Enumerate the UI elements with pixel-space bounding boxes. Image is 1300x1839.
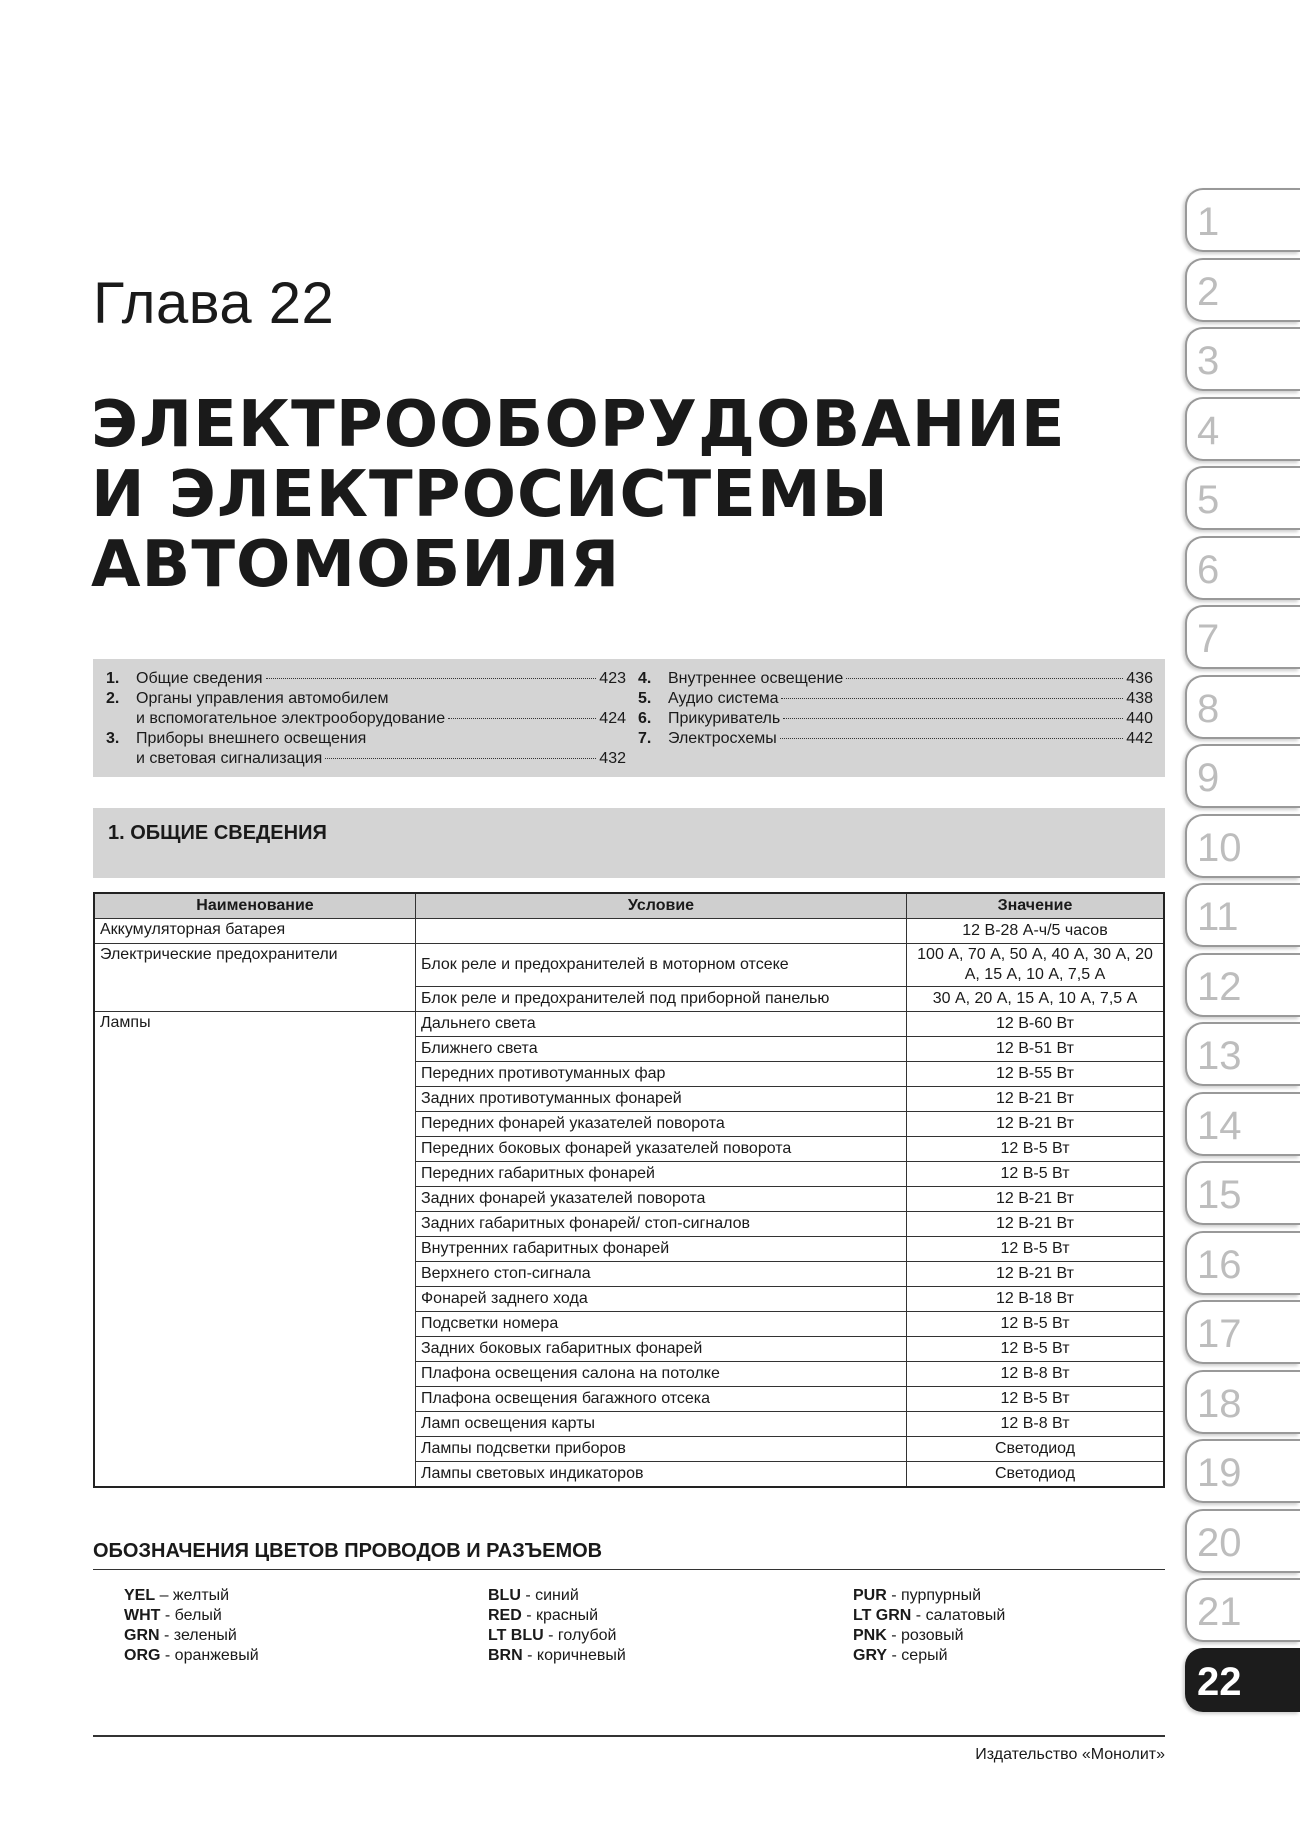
wire-color-separator: - xyxy=(886,1587,901,1604)
wire-colors-column xyxy=(488,1586,626,1666)
toc-leader-dots xyxy=(325,758,596,759)
wire-color-code: BRN xyxy=(488,1647,523,1664)
row-condition: Ламп освещения карты xyxy=(416,1412,907,1437)
toc-item-body xyxy=(668,729,1153,749)
wire-color-item xyxy=(124,1626,259,1646)
row-condition: Передних боковых фонарей указателей поворота xyxy=(416,1137,907,1162)
row-condition: Лампы световых индикаторов xyxy=(416,1462,907,1488)
wire-color-separator: - xyxy=(911,1607,926,1624)
table-body xyxy=(94,919,1164,1488)
wire-color-separator: - xyxy=(887,1647,902,1664)
toc-column-right xyxy=(638,669,1153,749)
row-condition: Блок реле и предохранителей в моторном отсеке xyxy=(416,944,907,987)
row-value: 12 В-5 Вт xyxy=(907,1312,1165,1337)
footer-publisher: Издательство «Монолит» xyxy=(975,1746,1165,1763)
row-condition: Ближнего света xyxy=(416,1037,907,1062)
row-value: 12 В-21 Вт xyxy=(907,1262,1165,1287)
toc-item[interactable] xyxy=(106,669,626,689)
toc-item-body xyxy=(136,669,626,689)
row-condition: Дальнего света xyxy=(416,1012,907,1037)
row-value: 12 В-18 Вт xyxy=(907,1287,1165,1312)
wire-colors-column xyxy=(124,1586,259,1666)
row-value: 12 В-8 Вт xyxy=(907,1362,1165,1387)
toc-item-number: 1. xyxy=(106,670,120,687)
wire-color-name: коричневый xyxy=(536,1647,626,1664)
row-value: 100 А, 70 А, 50 А, 40 А, 30 А, 20 А, 15 А, 10 А, 7,5 А xyxy=(907,944,1165,987)
row-value: 12 В-5 Вт xyxy=(907,1137,1165,1162)
spec-table xyxy=(93,892,1165,1488)
chapter-tab-8[interactable]: 8 xyxy=(1185,675,1300,739)
row-condition: Задних фонарей указателей поворота xyxy=(416,1187,907,1212)
row-condition: Блок реле и предохранителей под приборной панелью xyxy=(416,987,907,1012)
chapter-title-line: ЭЛЕКТРООБОРУДОВАНИЕ xyxy=(91,388,1066,462)
toc-item-line xyxy=(136,749,626,769)
toc-leader-dots xyxy=(448,718,596,719)
header-condition: Условие xyxy=(416,893,907,919)
wire-color-code: ORG xyxy=(124,1647,161,1664)
toc-item-title: Приборы внешнего освещения xyxy=(136,730,367,747)
wire-color-separator: – xyxy=(155,1587,173,1604)
toc-item-number: 5. xyxy=(638,690,652,707)
toc-item[interactable] xyxy=(638,709,1153,729)
table-row xyxy=(94,919,1164,944)
toc-item-line xyxy=(136,729,626,749)
row-value: 12 В-55 Вт xyxy=(907,1062,1165,1087)
toc-item-title: Общие сведения xyxy=(136,670,263,687)
wire-color-name: розовый xyxy=(901,1627,964,1644)
toc-item-line xyxy=(136,689,626,709)
row-value: 12 В-60 Вт xyxy=(907,1012,1165,1037)
toc-item-title: и световая сигнализация xyxy=(136,750,323,767)
chapter-tab-6[interactable]: 6 xyxy=(1185,536,1300,600)
row-condition: Задних боковых габаритных фонарей xyxy=(416,1337,907,1362)
row-value: 12 В-21 Вт xyxy=(907,1212,1165,1237)
row-value: 12 В-5 Вт xyxy=(907,1387,1165,1412)
toc-item-title: Электросхемы xyxy=(668,730,777,747)
chapter-title xyxy=(91,388,1066,602)
toc-item-body xyxy=(668,669,1153,689)
wire-color-code: RED xyxy=(488,1607,522,1624)
table-row xyxy=(94,1012,1164,1037)
section-header xyxy=(93,808,1165,878)
toc-item[interactable] xyxy=(638,669,1153,689)
chapter-title-line: И ЭЛЕКТРОСИСТЕМЫ xyxy=(91,458,889,532)
toc-column-left xyxy=(106,669,626,769)
row-value: 12 В-5 Вт xyxy=(907,1337,1165,1362)
row-name: Лампы xyxy=(94,1012,416,1488)
row-value: 30 А, 20 А, 15 А, 10 А, 7,5 А xyxy=(907,987,1165,1012)
toc-item-title: и вспомогательное электрооборудование xyxy=(136,710,446,727)
row-condition: Плафона освещения салона на потолке xyxy=(416,1362,907,1387)
wire-color-item xyxy=(853,1626,1005,1646)
toc-item[interactable] xyxy=(638,689,1153,709)
wire-color-separator: - xyxy=(522,1647,537,1664)
row-name: Аккумуляторная батарея xyxy=(94,919,416,944)
chapter-tab-13[interactable]: 13 xyxy=(1185,1022,1300,1086)
row-condition: Плафона освещения багажного отсека xyxy=(416,1387,907,1412)
chapter-tab-10[interactable]: 10 xyxy=(1185,814,1300,878)
row-value: 12 В-21 Вт xyxy=(907,1112,1165,1137)
chapter-tab-3[interactable]: 3 xyxy=(1185,327,1300,391)
row-value: Светодиод xyxy=(907,1437,1165,1462)
chapter-tab-7[interactable]: 7 xyxy=(1185,605,1300,669)
row-value: 12 В-28 А-ч/5 часов xyxy=(907,919,1165,944)
wire-color-separator: - xyxy=(159,1627,174,1644)
row-condition: Верхнего стоп-сигнала xyxy=(416,1262,907,1287)
wire-color-item xyxy=(853,1586,1005,1606)
toc-leader-dots xyxy=(846,678,1123,679)
wire-color-separator: - xyxy=(886,1627,901,1644)
toc-item-page: 432 xyxy=(599,750,626,767)
wire-color-name: пурпурный xyxy=(901,1587,982,1604)
toc-leader-dots xyxy=(266,678,597,679)
row-name: Электрические предохранители xyxy=(94,944,416,1012)
wire-color-code: PUR xyxy=(853,1587,887,1604)
toc-item[interactable] xyxy=(106,729,626,769)
chapter-tab-5[interactable]: 5 xyxy=(1185,466,1300,530)
wire-color-name: белый xyxy=(174,1607,222,1624)
chapter-tab-1[interactable]: 1 xyxy=(1185,188,1300,252)
wire-color-separator: - xyxy=(160,1607,175,1624)
row-value: 12 В-21 Вт xyxy=(907,1187,1165,1212)
wire-color-name: красный xyxy=(536,1607,599,1624)
wire-color-name: синий xyxy=(535,1587,579,1604)
section-title: 1. ОБЩИЕ СВЕДЕНИЯ xyxy=(108,822,327,844)
chapter-tab-16[interactable]: 16 xyxy=(1185,1231,1300,1295)
toc-item-number: 3. xyxy=(106,730,120,747)
wire-color-name: салатовый xyxy=(925,1607,1006,1624)
wire-color-item xyxy=(488,1646,626,1666)
toc-item-line xyxy=(668,709,1153,729)
toc-item-number: 4. xyxy=(638,670,652,687)
toc-item-body xyxy=(668,709,1153,729)
wire-color-item xyxy=(488,1626,626,1646)
toc-item-page: 424 xyxy=(599,710,626,727)
chapter-tab-17[interactable]: 17 xyxy=(1185,1300,1300,1364)
toc-item-title: Органы управления автомобилем xyxy=(136,690,389,707)
chapter-tab-14[interactable]: 14 xyxy=(1185,1092,1300,1156)
table-of-contents xyxy=(93,659,1165,777)
wire-color-separator: - xyxy=(160,1647,175,1664)
toc-item-page: 436 xyxy=(1126,670,1153,687)
wire-color-separator: - xyxy=(543,1627,558,1644)
row-condition xyxy=(416,919,907,944)
toc-item[interactable] xyxy=(106,689,626,729)
row-value: Светодиод xyxy=(907,1462,1165,1488)
wire-color-item xyxy=(488,1606,626,1626)
toc-item-page: 438 xyxy=(1126,690,1153,707)
row-value: 12 В-5 Вт xyxy=(907,1162,1165,1187)
toc-item-body xyxy=(136,729,626,769)
toc-item-line xyxy=(668,669,1153,689)
row-value: 12 В-51 Вт xyxy=(907,1037,1165,1062)
toc-item-title: Аудио система xyxy=(668,690,779,707)
row-condition: Фонарей заднего хода xyxy=(416,1287,907,1312)
wire-color-code: WHT xyxy=(124,1607,161,1624)
toc-item-page: 423 xyxy=(599,670,626,687)
toc-item-page: 442 xyxy=(1126,730,1153,747)
toc-item-page: 440 xyxy=(1126,710,1153,727)
row-condition: Подсветки номера xyxy=(416,1312,907,1337)
row-value: 12 В-8 Вт xyxy=(907,1412,1165,1437)
wire-color-code: BLU xyxy=(488,1587,521,1604)
wire-color-name: голубой xyxy=(557,1627,617,1644)
toc-item-line xyxy=(136,669,626,689)
wire-colors-title: ОБОЗНАЧЕНИЯ ЦВЕТОВ ПРОВОДОВ И РАЗЪЕМОВ xyxy=(93,1540,1165,1570)
toc-item-line xyxy=(668,729,1153,749)
toc-item-body xyxy=(668,689,1153,709)
wire-color-code: LT GRN xyxy=(853,1607,912,1624)
toc-leader-dots xyxy=(780,738,1124,739)
row-condition: Лампы подсветки приборов xyxy=(416,1437,907,1462)
chapter-tab-20[interactable]: 20 xyxy=(1185,1509,1300,1573)
chapter-tab-21[interactable]: 21 xyxy=(1185,1578,1300,1642)
wire-color-item xyxy=(124,1606,259,1626)
wire-color-code: YEL xyxy=(124,1587,156,1604)
wire-color-item xyxy=(853,1646,1005,1666)
wire-color-name: зеленый xyxy=(173,1627,237,1644)
wire-color-separator: - xyxy=(520,1587,536,1604)
chapter-tab-22[interactable]: 22 xyxy=(1185,1648,1300,1712)
toc-item[interactable] xyxy=(638,729,1153,749)
toc-item-number: 2. xyxy=(106,690,120,707)
wire-color-code: LT BLU xyxy=(488,1627,544,1644)
wire-color-item xyxy=(488,1586,626,1606)
chapter-tab-18[interactable]: 18 xyxy=(1185,1370,1300,1434)
table-row xyxy=(94,944,1164,987)
row-condition: Передних противотуманных фар xyxy=(416,1062,907,1087)
chapter-title-line: АВТОМОБИЛЯ xyxy=(91,528,621,602)
header-name: Наименование xyxy=(94,893,416,919)
toc-item-body xyxy=(136,689,626,729)
toc-item-line xyxy=(668,689,1153,709)
row-value: 12 В-21 Вт xyxy=(907,1087,1165,1112)
chapter-tab-9[interactable]: 9 xyxy=(1185,744,1300,808)
table-header-row xyxy=(94,893,1164,919)
row-value: 12 В-5 Вт xyxy=(907,1237,1165,1262)
toc-item-title: Внутреннее освещение xyxy=(668,670,844,687)
chapter-tab-19[interactable]: 19 xyxy=(1185,1439,1300,1503)
wire-color-item xyxy=(124,1586,259,1606)
wire-color-name: желтый xyxy=(172,1587,230,1604)
row-condition: Внутренних габаритных фонарей xyxy=(416,1237,907,1262)
toc-item-number: 7. xyxy=(638,730,652,747)
chapter-tab-15[interactable]: 15 xyxy=(1185,1161,1300,1225)
chapter-tab-11[interactable]: 11 xyxy=(1185,883,1300,947)
toc-item-title: Прикуриватель xyxy=(668,710,781,727)
chapter-tab-12[interactable]: 12 xyxy=(1185,953,1300,1017)
wire-color-name: оранжевый xyxy=(174,1647,259,1664)
row-condition: Передних фонарей указателей поворота xyxy=(416,1112,907,1137)
chapter-label: Глава 22 xyxy=(93,271,335,336)
wire-color-name: серый xyxy=(901,1647,948,1664)
wire-color-code: GRN xyxy=(124,1627,160,1644)
wire-colors-column xyxy=(853,1586,1005,1666)
row-condition: Задних противотуманных фонарей xyxy=(416,1087,907,1112)
header-value: Значение xyxy=(907,893,1165,919)
footer-divider xyxy=(93,1735,1165,1737)
wire-color-item xyxy=(853,1606,1005,1626)
toc-item-number: 6. xyxy=(638,710,652,727)
toc-item-line xyxy=(136,709,626,729)
wire-color-item xyxy=(124,1646,259,1666)
toc-leader-dots xyxy=(781,698,1123,699)
chapter-tab-2[interactable]: 2 xyxy=(1185,258,1300,322)
row-condition: Передних габаритных фонарей xyxy=(416,1162,907,1187)
wire-color-code: PNK xyxy=(853,1627,887,1644)
toc-leader-dots xyxy=(783,718,1123,719)
chapter-tabs xyxy=(1185,188,1300,1717)
row-condition: Задних габаритных фонарей/ стоп-сигналов xyxy=(416,1212,907,1237)
wire-color-code: GRY xyxy=(853,1647,888,1664)
wire-color-separator: - xyxy=(521,1607,536,1624)
chapter-tab-4[interactable]: 4 xyxy=(1185,397,1300,461)
